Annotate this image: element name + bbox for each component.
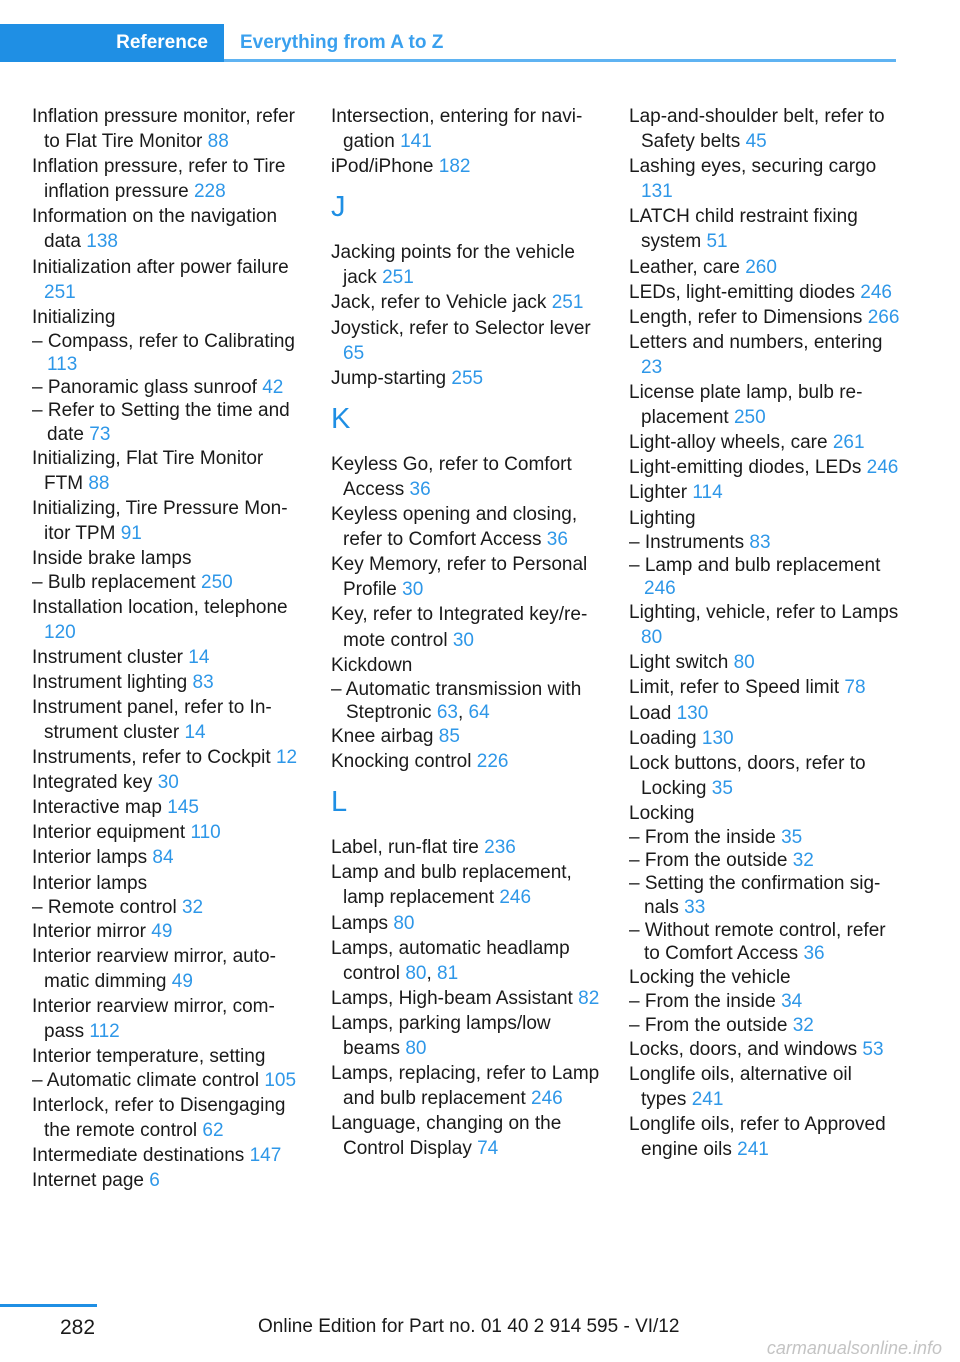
page-link[interactable]: 14 xyxy=(188,646,210,668)
index-letter-heading xyxy=(331,179,603,240)
footer-rule xyxy=(0,1304,97,1307)
entry-text: Locking the vehicle xyxy=(629,967,791,989)
page-link[interactable]: 131 xyxy=(641,181,673,203)
page-link[interactable]: 12 xyxy=(275,747,298,769)
index-entry xyxy=(629,801,901,826)
page-link[interactable]: 82 xyxy=(578,987,600,1009)
entry-text: Internet page xyxy=(32,1169,144,1191)
page-link[interactable]: 81 xyxy=(437,962,459,984)
page-link[interactable]: 80 xyxy=(733,652,755,674)
entry-text: Instrument panel, refer to Instrument cluster xyxy=(32,696,272,743)
page-link[interactable]: 246 xyxy=(644,578,676,599)
index-entry xyxy=(331,154,603,179)
entry-text: Lighting xyxy=(629,507,696,529)
index-entry xyxy=(32,154,304,204)
page-link[interactable]: 35 xyxy=(711,777,733,799)
index-subentry xyxy=(629,919,901,965)
entry-text: Lamps, High-beam Assistant xyxy=(331,987,573,1009)
entry-text: Interior equipment xyxy=(32,822,186,844)
entry-text: Interior rearview mirror, automatic dimming xyxy=(32,945,276,993)
index-entry xyxy=(32,770,304,795)
entry-text: – Remote control xyxy=(32,896,177,918)
index-entry xyxy=(32,919,304,944)
index-subentry xyxy=(32,571,304,594)
page-link[interactable]: 53 xyxy=(862,1038,884,1060)
index-entry xyxy=(32,446,304,496)
entry-text: Lamps xyxy=(331,912,389,934)
index-entry xyxy=(629,965,901,990)
page-link[interactable]: 73 xyxy=(89,423,111,445)
index-entry xyxy=(32,1143,304,1168)
entry-text: Lamps, automatic headlamp control xyxy=(331,937,570,984)
page-link[interactable]: 32 xyxy=(792,850,814,872)
page-link[interactable]: 241 xyxy=(691,1088,724,1110)
entry-text: Information on the navigation data xyxy=(32,206,278,253)
index-entry xyxy=(629,280,901,305)
entry-text: – Automatic transmission with Steptronic xyxy=(331,678,582,723)
entry-text: Jack, refer to Vehicle jack xyxy=(331,292,547,314)
page-link[interactable]: 62 xyxy=(202,1119,224,1141)
index-entry xyxy=(629,701,901,726)
index-entry xyxy=(32,1044,304,1069)
index-entry xyxy=(331,653,603,678)
entry-text: Light-alloy wheels, care xyxy=(629,432,828,454)
entry-text: – Setting the confirmation signals xyxy=(629,873,881,918)
page-link[interactable]: 33 xyxy=(684,896,706,918)
page-link[interactable]: 80 xyxy=(641,627,663,649)
index-entry xyxy=(32,305,304,330)
index-entry xyxy=(32,595,304,645)
index-entry xyxy=(629,104,901,154)
entry-text: Jump-starting xyxy=(331,367,447,389)
entry-text: Lock buttons, doors, refer to Locking xyxy=(629,752,866,799)
page-link[interactable]: 246 xyxy=(499,887,532,909)
entry-text: Initializing, Flat Tire Monitor FTM xyxy=(32,447,264,494)
entry-text: Installation location, telephone xyxy=(32,596,288,618)
index-entry: Lamps, automatic headlamp control 80, 81 xyxy=(331,937,570,984)
entry-text: Longlife oils, refer to Approved engine oils xyxy=(629,1114,886,1161)
page-link[interactable]: 250 xyxy=(733,407,766,429)
page-link[interactable]: 255 xyxy=(451,367,484,389)
entry-text: Load xyxy=(629,702,672,724)
entry-text: – Panoramic glass sunroof xyxy=(32,377,257,399)
index-entry xyxy=(629,255,901,280)
page-link[interactable]: 84 xyxy=(152,847,174,869)
index-entry xyxy=(331,911,603,936)
index-entry xyxy=(331,452,603,502)
index-entry xyxy=(629,675,901,700)
index-column-1 xyxy=(32,104,304,1193)
entry-text: Inside brake lamps xyxy=(32,548,192,570)
entry-text: Locks, doors, and windows xyxy=(629,1038,858,1060)
page-link[interactable]: 80 xyxy=(405,1038,427,1060)
page-link[interactable]: 64 xyxy=(468,701,490,723)
index-entry xyxy=(32,845,304,870)
index-subentry xyxy=(629,826,901,849)
header-rule xyxy=(224,59,896,62)
index-entry xyxy=(32,871,304,896)
index-column-2 xyxy=(331,104,603,1162)
entry-text: – Without remote control, refer to Comfort Access xyxy=(629,919,886,965)
index-entry xyxy=(32,695,304,745)
index-entry xyxy=(331,835,603,860)
page-link[interactable]: 145 xyxy=(167,797,199,819)
entry-text: Instrument lighting xyxy=(32,671,188,693)
page-link[interactable]: 65 xyxy=(343,342,365,364)
entry-text: Lamps, parking lamps/low beams xyxy=(331,1012,551,1060)
entry-text: Instruments, refer to Cockpit xyxy=(32,747,271,769)
index-entry xyxy=(629,330,901,380)
entry-text: Initializing, Tire Pressure Monitor TPM xyxy=(32,498,288,545)
index-entry xyxy=(32,1093,304,1143)
page-link[interactable]: 30 xyxy=(402,579,424,601)
entry-text: Letters and numbers, entering xyxy=(629,331,883,353)
entry-text: Interlock, refer to Disengaging the remote control xyxy=(32,1094,286,1141)
entry-text: – Instruments xyxy=(629,531,745,553)
page-link[interactable]: 32 xyxy=(181,896,204,918)
entry-text: – Bulb replacement xyxy=(32,572,196,594)
page-link[interactable]: 74 xyxy=(477,1138,499,1160)
index-entry xyxy=(629,380,901,430)
entry-text: Language, changing on the Control Display xyxy=(331,1113,562,1160)
index-entry xyxy=(629,506,901,531)
index-entry xyxy=(32,104,304,154)
index-entry xyxy=(331,860,603,910)
entry-text: Inflation pressure, refer to Tire inflation pressure xyxy=(32,156,286,203)
entry-text: Label, run-flat tire xyxy=(331,837,479,859)
page-link[interactable]: 34 xyxy=(781,991,803,1013)
entry-text: Interior lamps xyxy=(32,872,148,894)
entry-text: Initialization after power failure xyxy=(32,256,289,278)
entry-text: Length, refer to Dimensions xyxy=(629,306,863,328)
entry-text: License plate lamp, bulb replacement xyxy=(629,382,863,429)
page-link[interactable]: 83 xyxy=(192,671,214,693)
page-link[interactable]: 112 xyxy=(89,1021,120,1043)
page-link[interactable]: 14 xyxy=(184,722,206,743)
index-entry xyxy=(32,496,304,546)
entry-text: – From the outside xyxy=(629,1014,788,1036)
entry-text: – Refer to Setting the time and date xyxy=(32,400,290,445)
page-link[interactable]: 241 xyxy=(737,1139,769,1161)
index-entry xyxy=(629,751,901,801)
index-entry xyxy=(331,1111,603,1161)
index-subentry xyxy=(32,896,304,919)
page-link[interactable]: 91 xyxy=(120,523,142,545)
entry-text: – Lamp and bulb replacement xyxy=(629,554,881,576)
entry-text: Key Memory, refer to Personal Profile xyxy=(331,554,588,601)
page-link[interactable]: 246 xyxy=(531,1088,563,1110)
index-entry xyxy=(629,726,901,751)
entry-text: Lashing eyes, securing cargo xyxy=(629,156,877,178)
page-link[interactable]: 147 xyxy=(249,1144,282,1166)
index-subentry xyxy=(629,872,901,918)
page-link[interactable]: 85 xyxy=(438,726,460,748)
index-subentry xyxy=(629,1014,901,1037)
page-link[interactable]: 36 xyxy=(409,478,431,500)
entry-text: LATCH child restraint fixing system xyxy=(629,206,858,253)
page-number: 282 xyxy=(60,1316,96,1339)
page-link[interactable]: 236 xyxy=(484,837,516,859)
index-entry xyxy=(32,1168,304,1193)
page-link[interactable]: 266 xyxy=(867,306,900,328)
page-link[interactable]: 35 xyxy=(781,827,803,849)
index-entry xyxy=(331,749,603,774)
section-title[interactable]: Everything from A to Z xyxy=(240,32,444,53)
entry-text: LEDs, light-emitting diodes xyxy=(629,281,855,303)
page-link[interactable]: 105 xyxy=(264,1070,297,1092)
watermark: carmanualsonline.info xyxy=(766,1338,942,1358)
index-entry xyxy=(32,795,304,820)
index-entry xyxy=(629,305,901,330)
entry-text: Interactive map xyxy=(32,797,162,819)
index-entry xyxy=(331,502,603,552)
entry-text: K xyxy=(331,402,351,435)
index-entry xyxy=(32,546,304,571)
index-entry xyxy=(629,600,901,650)
index-entry xyxy=(32,255,304,305)
page-link[interactable]: 36 xyxy=(546,529,568,551)
index-letter-heading xyxy=(331,774,603,835)
entry-text: – From the inside xyxy=(629,991,776,1013)
page-link[interactable]: 36 xyxy=(803,943,825,965)
page-link[interactable]: 130 xyxy=(676,702,709,724)
page-link[interactable]: 88 xyxy=(88,472,110,494)
index-column-3 xyxy=(629,104,901,1162)
entry-text: Interior temperature, setting xyxy=(32,1046,266,1068)
entry-text: Interior lamps xyxy=(32,847,148,869)
entry-text: J xyxy=(331,191,346,224)
page-link[interactable]: 250 xyxy=(201,572,233,594)
entry-text: Jacking points for the vehicle jack xyxy=(331,242,575,289)
index-entry xyxy=(331,104,603,154)
entry-text: iPod/iPhone xyxy=(331,156,434,178)
page-link[interactable]: 49 xyxy=(151,920,173,942)
page-link[interactable]: 246 xyxy=(866,457,899,479)
entry-text: Keyless Go, refer to Comfort Access xyxy=(331,453,572,500)
entry-text: Lap-and-shoulder belt, refer to Safety belts xyxy=(629,106,885,153)
index-subentry xyxy=(629,531,901,554)
entry-text: Lamps, replacing, refer to Lamp and bulb replacement xyxy=(331,1063,600,1110)
page-link[interactable]: 228 xyxy=(193,181,226,203)
entry-text: Intermediate destinations xyxy=(32,1144,245,1166)
index-entry xyxy=(629,1037,901,1062)
page-link[interactable]: 110 xyxy=(190,822,221,844)
index-entry xyxy=(32,745,304,770)
entry-text: – Compass, refer to Calibrating xyxy=(32,330,295,352)
entry-text: Light-emitting diodes, LEDs xyxy=(629,457,862,479)
page-link[interactable]: 182 xyxy=(438,156,471,178)
index-entry xyxy=(629,480,901,505)
page-link[interactable]: 114 xyxy=(692,482,723,504)
index-entry xyxy=(331,240,603,290)
page-link[interactable]: 113 xyxy=(47,354,78,376)
entry-text: – From the outside xyxy=(629,850,788,872)
index-entry xyxy=(32,944,304,994)
page-link[interactable]: 141 xyxy=(400,131,432,153)
page-link[interactable]: 78 xyxy=(844,677,866,699)
index-entry xyxy=(331,1061,603,1111)
entry-text: Keyless opening and closing, refer to Comfort Access xyxy=(331,504,578,551)
index-subentry xyxy=(629,990,901,1013)
entry-text: Longlife oils, alternative oil types xyxy=(629,1063,852,1110)
page-link[interactable]: 120 xyxy=(44,621,76,643)
index-entry xyxy=(32,820,304,845)
page-link[interactable]: 63 xyxy=(436,701,458,723)
index-entry xyxy=(32,204,304,254)
entry-text: Kickdown xyxy=(331,654,413,676)
edition-note: Online Edition for Part no. 01 40 2 914 595 - VI/12 xyxy=(258,1316,680,1337)
page-link[interactable]: 6 xyxy=(149,1169,160,1191)
page-link[interactable]: 51 xyxy=(706,231,728,253)
entry-text: Lighting, vehicle, refer to Lamps xyxy=(629,602,899,624)
page-link[interactable]: 83 xyxy=(749,531,771,553)
entry-text: – From the inside xyxy=(629,827,776,849)
entry-text: Knee airbag xyxy=(331,726,434,748)
entry-text: Loading xyxy=(629,727,697,749)
index-subentry xyxy=(32,1069,304,1092)
entry-text: Inflation pressure monitor, refer to Flat Tire Monitor xyxy=(32,106,295,153)
entry-text: Integrated key xyxy=(32,772,153,794)
entry-text: Key, refer to Integrated key/remote control xyxy=(331,604,588,651)
entry-text: Interior mirror xyxy=(32,920,147,942)
page-link[interactable]: 23 xyxy=(641,356,663,378)
entry-text: Instrument cluster xyxy=(32,646,183,668)
entry-text: Lighter xyxy=(629,482,688,504)
index-subentry xyxy=(32,330,304,376)
page-link[interactable]: 45 xyxy=(745,131,767,153)
index-entry xyxy=(331,290,603,315)
index-subentry xyxy=(629,849,901,872)
chapter-tab[interactable]: Reference xyxy=(0,24,224,62)
page-link[interactable]: 138 xyxy=(86,231,118,253)
entry-text: – Automatic climate control xyxy=(32,1070,260,1092)
index-entry xyxy=(331,602,603,652)
entry-text: Lamp and bulb replacement, lamp replacement xyxy=(331,862,572,909)
page-link[interactable]: 261 xyxy=(832,432,865,454)
entry-text: Light switch xyxy=(629,652,729,674)
index-entry xyxy=(629,650,901,675)
page-link[interactable]: 251 xyxy=(551,292,584,314)
page-link[interactable]: 80 xyxy=(405,962,427,984)
page-link[interactable]: 32 xyxy=(792,1014,814,1036)
index-subentry xyxy=(32,376,304,399)
page-link[interactable]: 251 xyxy=(382,267,414,289)
index-entry xyxy=(331,1011,603,1061)
index-subentry xyxy=(629,554,901,600)
page-link[interactable]: 30 xyxy=(452,629,474,651)
index-entry xyxy=(331,316,603,366)
entry-text: Interior rearview mirror, compass xyxy=(32,996,275,1043)
index-entry xyxy=(331,366,603,391)
index-entry xyxy=(629,1062,901,1112)
entry-text: Locking xyxy=(629,802,695,824)
page-header xyxy=(0,0,960,62)
entry-text: Limit, refer to Speed limit xyxy=(629,677,840,699)
page-link[interactable]: 49 xyxy=(171,971,193,993)
entry-text: Initializing xyxy=(32,306,116,328)
page-link[interactable]: 226 xyxy=(476,751,509,773)
entry-text: Knocking control xyxy=(331,751,472,773)
index-entry xyxy=(629,1112,901,1162)
index-entry xyxy=(629,154,901,204)
page-link[interactable]: 42 xyxy=(262,377,284,399)
page-link[interactable]: 251 xyxy=(44,281,76,303)
page-link[interactable]: 260 xyxy=(745,256,777,278)
index-entry xyxy=(629,430,901,455)
index-subentry xyxy=(32,399,304,445)
page-link[interactable]: 88 xyxy=(207,131,229,153)
index-entry xyxy=(32,670,304,695)
entry-text: L xyxy=(331,786,348,819)
page-link[interactable]: 246 xyxy=(860,281,892,303)
index-entry xyxy=(32,645,304,670)
entry-text: Joystick, refer to Selector lever xyxy=(331,317,591,339)
page-link[interactable]: 80 xyxy=(393,912,415,934)
index-entry xyxy=(331,724,603,749)
index-entry xyxy=(629,204,901,254)
page-link[interactable]: 30 xyxy=(157,772,179,794)
index-entry xyxy=(629,455,901,480)
index-entry xyxy=(32,994,304,1044)
page-link[interactable]: 130 xyxy=(701,727,734,749)
entry-text: Intersection, entering for navigation xyxy=(331,106,583,153)
index-letter-heading xyxy=(331,391,603,452)
entry-text: Leather, care xyxy=(629,256,740,278)
index-entry xyxy=(331,986,603,1011)
index-entry xyxy=(331,552,603,602)
index-subentry: – Automatic transmission with Steptronic 63, 64 xyxy=(331,678,582,723)
